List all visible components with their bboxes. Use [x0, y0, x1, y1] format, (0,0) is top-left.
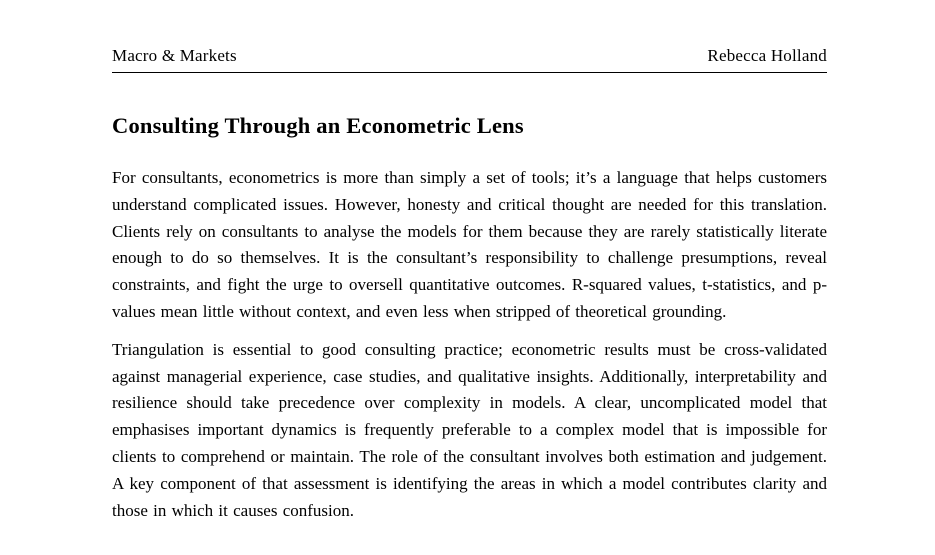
- page-header: [112, 46, 827, 73]
- page-title: Consulting Through an Econometric Lens: [112, 113, 524, 138]
- paragraph: For consultants, econometrics is more than simply a set of tools; it’s a language that helps customers understand complicated issues. However, honesty and critical thought are needed for this translation. Clients rely on consultants to analyse the models for them because they are rarely statistically literate enough to do so themselves. It is the consultant’s responsibility to challenge presumptions, reveal constraints, and fight the urge to oversell quantitative outcomes. R-squared values, t-statistics, and p-values mean little without context, and even less when stripped of theoretical grounding.: [112, 168, 827, 321]
- header-left-text: Macro & Markets: [112, 46, 237, 65]
- document-body: [112, 165, 827, 524]
- header-right-text: Rebecca Holland: [707, 46, 827, 65]
- paragraph: Triangulation is essential to good consulting practice; econometric results must be cross-validated against managerial experience, case studies, and qualitative insights. Additionally, interpretability and resilience should take precedence over complexity in models. A clear, uncomplicated model that emphasises important dynamics is frequently preferable to a complex model that is impossible for clients to comprehend or maintain. The role of the consultant involves both estimation and judgement. A key component of that assessment is identifying the areas in which a model contributes clarity and those in which it causes confusion.: [112, 339, 827, 520]
